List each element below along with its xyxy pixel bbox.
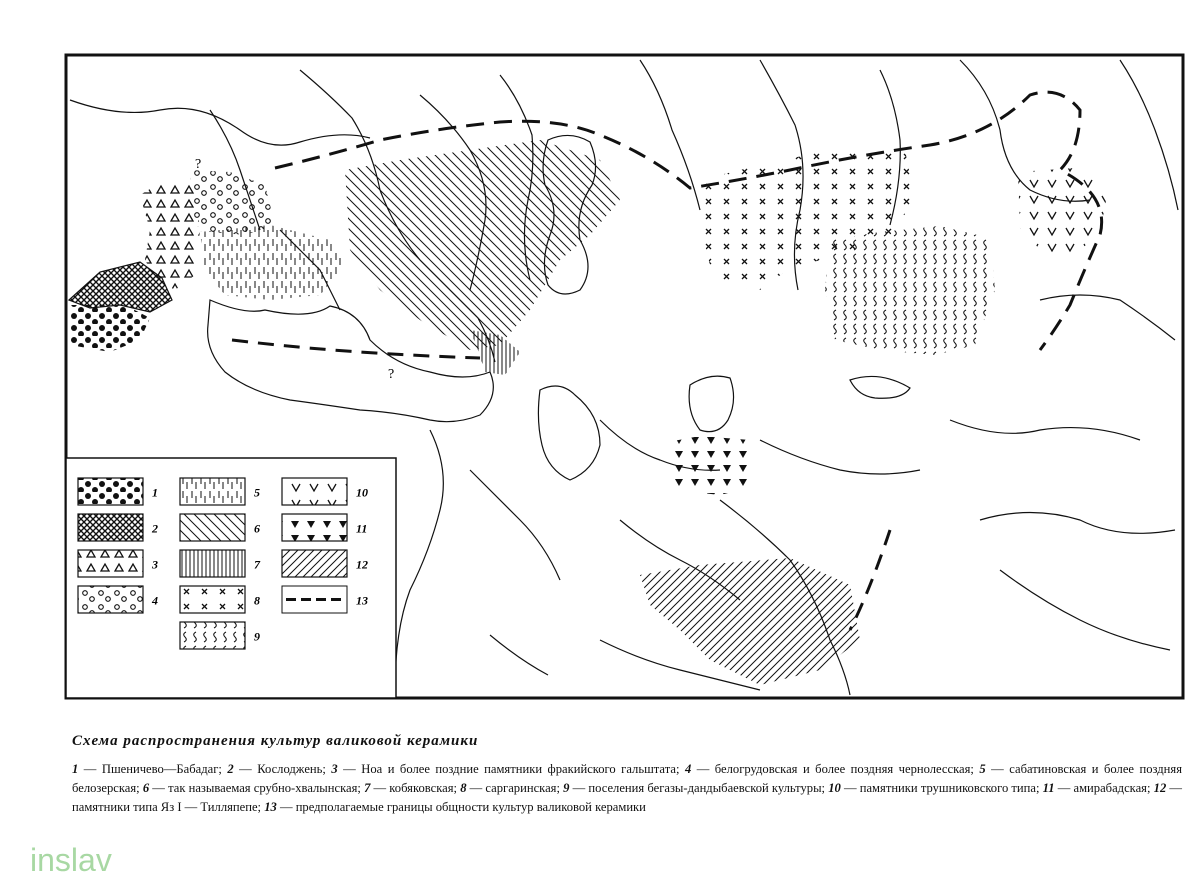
caption-item-text: — Ноа и более поздние памятники фракийского гальштата; [337, 762, 685, 776]
caption-item-text: — Пшеничево—Бабадаг; [78, 762, 228, 776]
caption-text [72, 760, 1182, 817]
caption-item-number: 13 [264, 800, 277, 814]
caption-item-text: — кобяковская; [370, 781, 461, 795]
legend-label-2: 2 [152, 521, 158, 536]
legend-swatch-10 [282, 478, 347, 505]
caption-item-text: — саргаринская; [466, 781, 564, 795]
legend-label-13: 13 [356, 593, 368, 608]
legend [66, 458, 396, 698]
caption-item-text: — памятники типа Яз I — Тилляпепе; [72, 781, 1183, 814]
legend-label-10: 10 [356, 485, 368, 500]
legend-swatch-4 [78, 586, 143, 613]
caption-item-number: 4 [684, 762, 692, 776]
legend-label-12: 12 [356, 557, 368, 572]
legend-swatch-8 [180, 586, 245, 613]
caption-item-number: 8 [460, 781, 467, 795]
legend-label-6: 6 [254, 521, 260, 536]
caption-title: Схема распространения культур валиковой керамики [72, 733, 479, 749]
caption-item-text: — памятники трушниковского типа; [840, 781, 1043, 795]
legend-swatch-12 [282, 550, 347, 577]
legend-swatch-7 [180, 550, 245, 577]
area-amirabad [668, 436, 750, 495]
legend-swatch-2 [78, 514, 143, 541]
caption-item-text: — поселения бегазы-дандыбаевской культуры; [569, 781, 829, 795]
caption-item-number: 1 [72, 762, 79, 776]
caption-item-number: 5 [979, 762, 986, 776]
caption-item-number: 12 [1153, 781, 1167, 795]
legend-label-8: 8 [254, 593, 260, 608]
legend-label-9: 9 [254, 629, 260, 644]
caption-item-text: — предполагаемые границы общности культур валиковой керамики [276, 800, 646, 814]
caption-item-number: 9 [563, 781, 570, 795]
caption-item-text: — так называемая срубно-хвалынская; [149, 781, 365, 795]
legend-swatch-11 [282, 514, 347, 541]
caption-item-number: 10 [828, 781, 841, 795]
legend-label-1: 1 [152, 485, 158, 500]
legend-label-5: 5 [254, 485, 260, 500]
watermark-text: inslav [30, 842, 112, 878]
legend-swatch-1 [78, 478, 143, 505]
legend-label-4: 4 [152, 593, 158, 608]
caption-item-text: — Кослоджень; [233, 762, 332, 776]
legend-swatch-6 [180, 514, 245, 541]
caption-item-number: 3 [331, 762, 338, 776]
caption-item-number: 7 [364, 781, 371, 795]
area-begazy-dandybai [825, 226, 995, 355]
caption-item-text: — сабатиновская и более поздняя белозерская; [72, 762, 1183, 795]
legend-swatch-3 [78, 550, 143, 577]
map-question-mark-2: ? [388, 367, 395, 382]
legend-label-11: 11 [356, 521, 368, 536]
legend-swatch-9 [180, 622, 245, 649]
caption-item-number: 2 [227, 762, 234, 776]
caption-item-text: — белогрудовская и более поздняя чернолесская; [691, 762, 980, 776]
legend-label-7: 7 [254, 557, 260, 572]
caption-item-text: — амирабадская; [1054, 781, 1154, 795]
legend-label-3: 3 [152, 557, 158, 572]
caption-item-number: 11 [1042, 781, 1055, 795]
caption-item-number: 6 [142, 781, 150, 795]
map-question-mark-1: ? [195, 157, 202, 172]
legend-swatch-5 [180, 478, 245, 505]
